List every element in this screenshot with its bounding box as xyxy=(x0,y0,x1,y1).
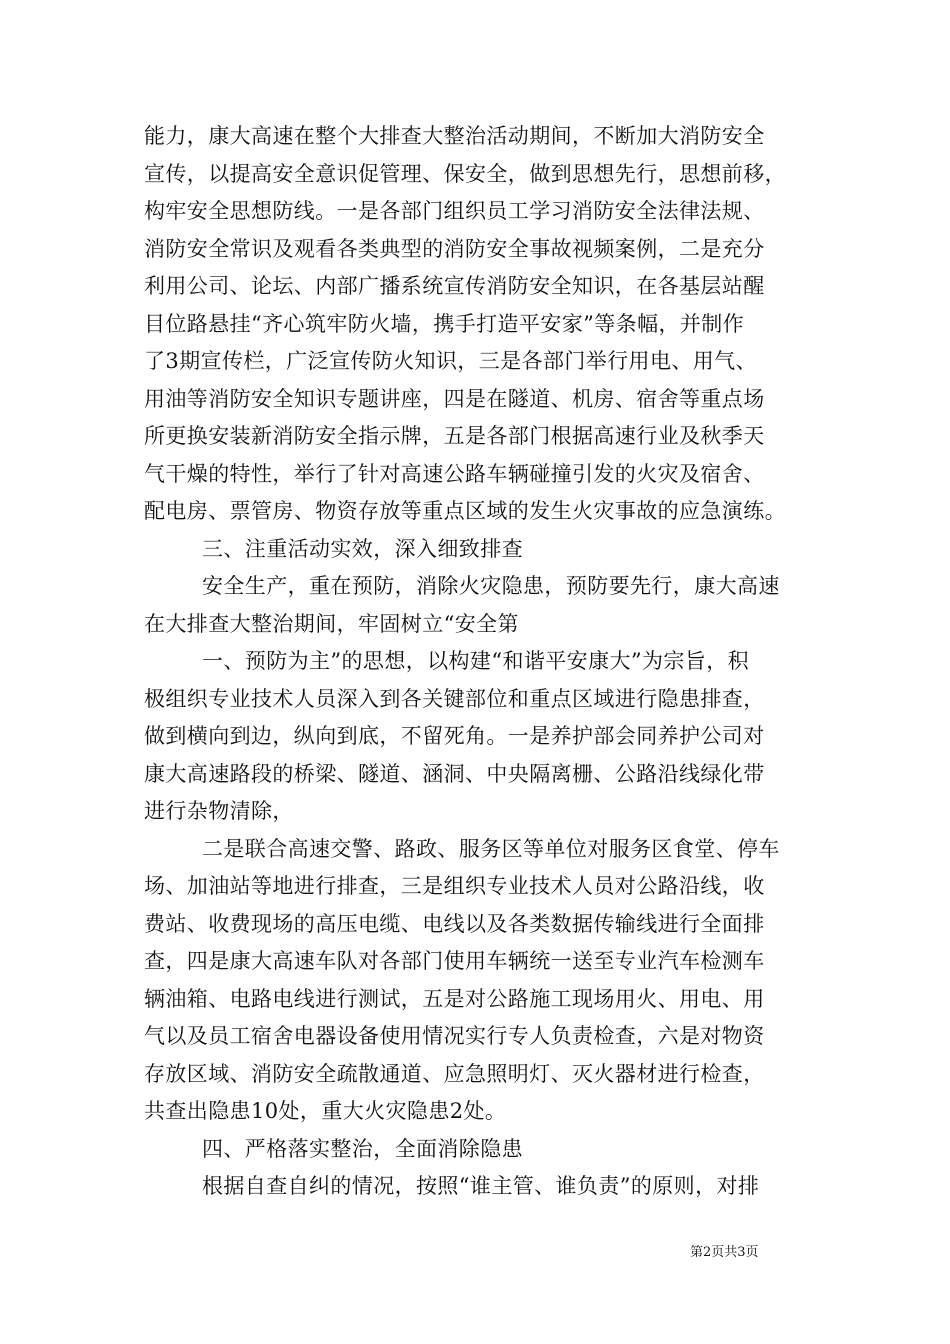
body-line: 在大排查大整治期间，牢固树立“安全第 xyxy=(144,611,519,636)
body-line: 气干燥的特性，举行了针对高速公路车辆碰撞引发的火灾及宿舍、 xyxy=(144,461,765,486)
body-line: 费站、收费现场的高压电缆、电线以及各类数据传输线进行全面排 xyxy=(144,911,765,936)
body-line: 了3期宣传栏，广泛宣传防火知识，三是各部门举行用电、用气、 xyxy=(144,349,757,373)
body-line: 配电房、票管房、物资存放等重点区域的发生火灾事故的应急演练。 xyxy=(144,499,786,523)
page-number-footer: 第2页共3页 xyxy=(690,1245,759,1260)
body-line: 二是联合高速交警、路政、服务区等单位对服务区食堂、停车 xyxy=(202,836,780,861)
body-line: 能力，康大高速在整个大排查大整治活动期间，不断加大消防安全 xyxy=(144,124,765,148)
body-line: 做到横向到边，纵向到底，不留死角。一是养护部会同养护公司对 xyxy=(144,724,765,748)
body-line: 进行杂物清除， xyxy=(144,799,294,823)
section-heading-3: 三、注重活动实效，深入细致排查 xyxy=(202,536,523,561)
section-heading-4: 四、严格落实整治，全面消除隐患 xyxy=(202,1136,523,1161)
body-line: 查，四是康大高速车队对各部门使用车辆统一送至专业汽车检测车 xyxy=(144,949,765,973)
body-line: 气以及员工宿舍电器设备使用情况实行专人负责检查，六是对物资 xyxy=(144,1024,765,1048)
body-line: 构牢安全思想防线。一是各部门组织员工学习消防安全法律法规、 xyxy=(144,199,765,223)
body-line: 辆油箱、电路电线进行测试，五是对公路施工现场用火、用电、用 xyxy=(144,986,765,1011)
body-line: 用油等消防安全知识专题讲座，四是在隧道、机房、宿舍等重点场 xyxy=(144,386,765,411)
body-line: 宣传，以提高安全意识促管理、保安全，做到思想先行，思想前移， xyxy=(144,161,786,186)
body-line: 目位路悬挂“齐心筑牢防火墙，携手打造平安家”等条幅，并制作 xyxy=(144,311,745,336)
body-line: 场、加油站等地进行排查，三是组织专业技术人员对公路沿线，收 xyxy=(144,874,765,898)
body-line: 共查出隐患10处，重大火灾隐患2处。 xyxy=(144,1099,507,1123)
body-line: 存放区域、消防安全疏散通道、应急照明灯、灭火器材进行检查， xyxy=(144,1061,765,1086)
document-body xyxy=(144,118,804,1206)
body-line: 消防安全常识及观看各类典型的消防安全事故视频案例，二是充分 xyxy=(144,236,765,261)
body-line: 所更换安装新消防安全指示牌，五是各部门根据高速行业及秋季天 xyxy=(144,424,765,448)
body-line: 康大高速路段的桥梁、隧道、涵洞、中央隔离栅、公路沿线绿化带 xyxy=(144,761,765,786)
body-line: 根据自查自纠的情况，按照“谁主管、谁负责”的原则，对排 xyxy=(202,1174,760,1198)
body-line: 安全生产，重在预防，消除火灾隐患，预防要先行，康大高速 xyxy=(202,574,780,598)
body-line: 利用公司、论坛、内部广播系统宣传消防安全知识，在各基层站醒 xyxy=(144,274,765,298)
body-line: 极组织专业技术人员深入到各关键部位和重点区域进行隐患排查， xyxy=(144,686,765,711)
body-line: 一、预防为主”的思想，以构建“和谐平安康大”为宗旨，积 xyxy=(202,649,750,673)
